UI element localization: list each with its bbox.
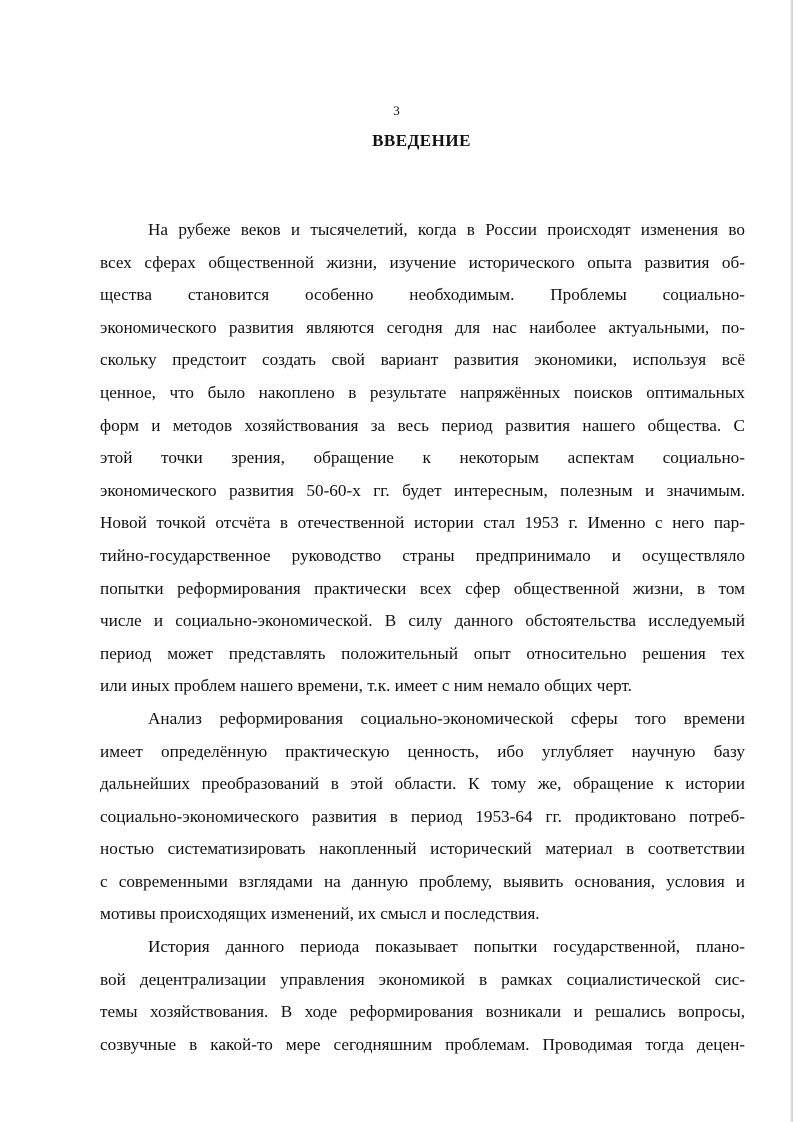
- text-line: попытки реформирования практически всех сфер общественной жизни, в том: [100, 578, 745, 598]
- text-line: экономического развития 50-60-х гг. будет интересным, полезным и значимым.: [100, 480, 745, 500]
- page-number: 3: [393, 103, 400, 118]
- text-line: На рубеже веков и тысячелетий, когда в России происходят изменения во: [148, 220, 745, 239]
- text-line: дальнейших преобразований в этой области. К тому же, обращение к истории: [100, 774, 745, 794]
- text-line: форм и методов хозяйствования за весь период развития нашего общества. С: [100, 415, 745, 435]
- text-line: всех сферах общественной жизни, изучение исторического опыта развития об-: [100, 252, 745, 272]
- text-line: социально-экономического развития в период 1953-64 гг. продиктовано потреб-: [100, 806, 745, 826]
- text-line: с современными взглядами на данную проблему, выявить основания, условия и: [100, 871, 745, 891]
- paragraph-3: [100, 931, 745, 1061]
- text-line: этой точки зрения, обращение к некоторым аспектам социально-: [100, 448, 745, 468]
- text-line: щества становится особенно необходимым. Проблемы социально-: [100, 285, 745, 305]
- paragraph-2: [100, 703, 745, 931]
- text-line: вой децентрализации управления экономикой в рамках социалистической сис-: [100, 969, 745, 989]
- text-line: История данного периода показывает попытки государственной, плано-: [148, 937, 745, 957]
- text-line: скольку предстоит создать свой вариант развития экономики, используя всё: [100, 350, 745, 370]
- text-line: Анализ реформирования социально-экономической сферы того времени: [148, 708, 745, 728]
- text-line: ценное, что было накоплено в результате напряжённых поисков оптимальных: [100, 382, 745, 402]
- document-body: [100, 214, 745, 1061]
- text-line: Новой точкой отсчёта в отечественной истории стал 1953 г. Именно с него пар-: [100, 513, 745, 533]
- section-title: ВВЕДЕНИЕ: [372, 131, 471, 150]
- paragraph-1: [100, 214, 745, 703]
- text-line: темы хозяйствования. В ходе реформирования возникали и решались вопросы,: [100, 1002, 745, 1022]
- text-line: экономического развития являются сегодня для нас наиболее актуальными, по-: [100, 317, 745, 337]
- text-line: или иных проблем нашего времени, т.к. имеет с ним немало общих черт.: [100, 676, 632, 696]
- text-line: созвучные в какой-то мере сегодняшним проблемам. Проводимая тогда децен-: [100, 1034, 745, 1054]
- text-line: период может представлять положительный опыт относительно решения тех: [100, 643, 745, 663]
- text-line: числе и социально-экономической. В силу данного обстоятельства исследуемый: [100, 611, 745, 631]
- text-line: мотивы происходящих изменений, их смысл и последствия.: [100, 904, 540, 924]
- text-line: ностью систематизировать накопленный исторический материал в соответствии: [100, 839, 745, 859]
- text-line: тийно-государственное руководство страны предпринимало и осуществляло: [100, 545, 745, 565]
- text-line: имеет определённую практическую ценность, ибо углубляет научную базу: [100, 741, 745, 761]
